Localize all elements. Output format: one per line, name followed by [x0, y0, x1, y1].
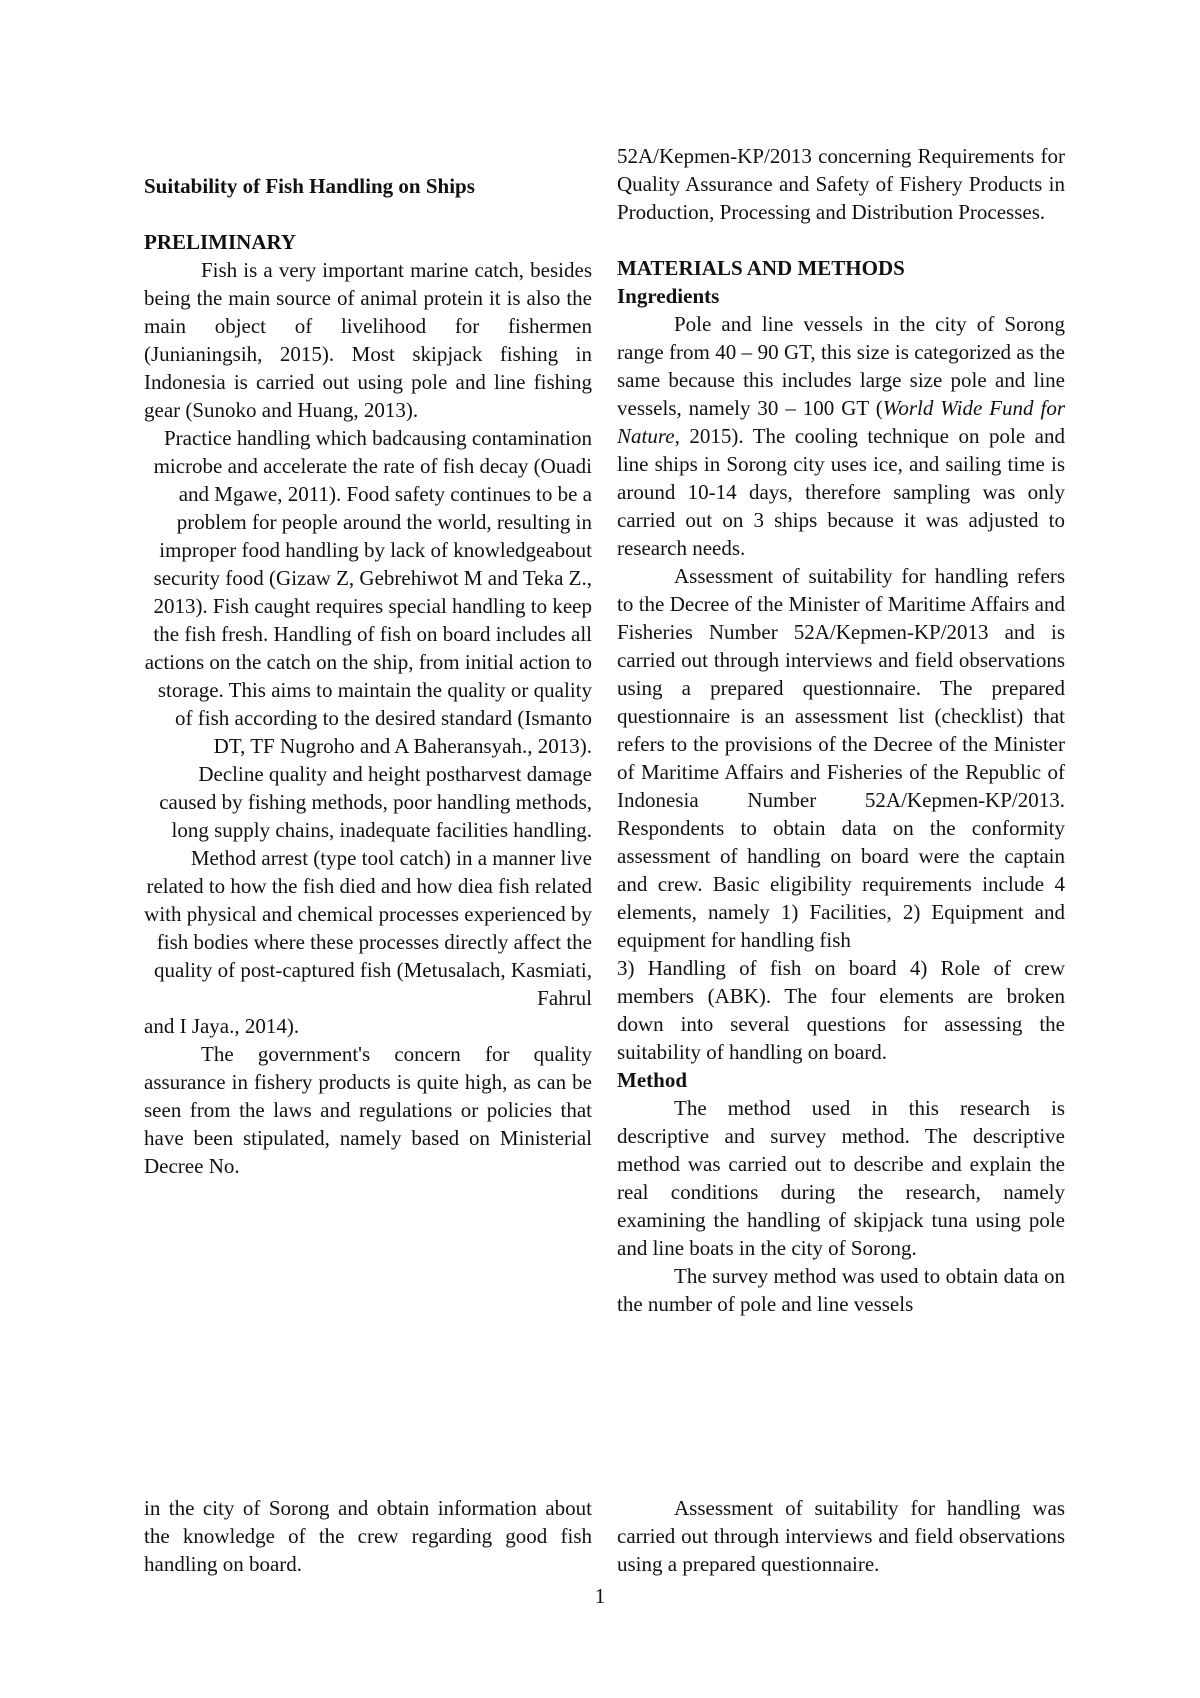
preliminary-heading: PRELIMINARY: [144, 230, 297, 254]
materials-methods-heading: MATERIALS AND METHODS: [617, 256, 905, 280]
ingredients-p1-part-b: , 2015). The cooling technique on pole and line ships in Sorong city uses ice, and sailing time is around 10-14 days, therefore sampling was only carried out on 3 ships because it was adjusted to research needs.: [617, 424, 1065, 560]
preliminary-paragraph-1: Fish is a very important marine catch, besides being the main source of animal protein it is also the main object of livelihood for fishermen (Junianingsih, 2015). Most skipjack fishing in Indonesia is carried out using pole and line fishing gear (Sunoko and Huang, 2013).: [144, 258, 592, 422]
ingredients-heading: Ingredients: [617, 284, 720, 308]
paper-title: Suitability of Fish Handling on Ships: [144, 174, 475, 198]
decree-continuation-paragraph: 52A/Kepmen-KP/2013 concerning Requirements for Quality Assurance and Safety of Fishery Products in Production, Processing and Distribution Processes.: [617, 144, 1065, 224]
right-bottom-paragraph: Assessment of suitability for handling was carried out through interviews and field observations using a prepared questionnaire.: [617, 1496, 1065, 1576]
left-column: [144, 142, 592, 1180]
ingredients-paragraph-2: Assessment of suitability for handling refers to the Decree of the Minister of Maritime Affairs and Fisheries Number 52A/Kepmen-KP/2013 and is carried out through interviews and field observations using a prepared questionnaire. The prepared questionnaire is an assessment list (checklist) that refers to the provisions of the Decree of the Minister of Maritime Affairs and Fisheries of the Republic of Indonesia Number 52A/Kepmen-KP/2013. Respondents to obtain data on the conformity assessment of handling on board were the captain and crew. Basic eligibility requirements include 4 elements, namely 1) Facilities, 2) Equipment and equipment for handling fish: [617, 564, 1065, 952]
method-paragraph-2: The survey method was used to obtain data on the number of pole and line vessels: [617, 1264, 1065, 1316]
method-heading: Method: [617, 1068, 687, 1092]
right-column: [617, 142, 1065, 1318]
preliminary-paragraph-3: The government's concern for quality assurance in fishery products is quite high, as can be seen from the laws and regulations or policies that have been stipulated, namely based on Ministerial Decree No.: [144, 1042, 592, 1178]
ingredients-paragraph-1: [617, 310, 1065, 562]
left-bottom-paragraph: in the city of Sorong and obtain information about the knowledge of the crew regarding good fish handling on board.: [144, 1496, 592, 1576]
page-number: 1: [594, 1584, 606, 1608]
preliminary-paragraph-2-end: and I Jaya., 2014).: [144, 1014, 300, 1038]
ingredients-paragraph-2b: 3) Handling of fish on board 4) Role of crew members (ABK). The four elements are broken down into several questions for assessing the suitability of handling on board.: [617, 956, 1065, 1064]
preliminary-paragraph-2: Practice handling which badcausing contamination microbe and accelerate the rate of fish decay (Ouadi and Mgawe, 2011). Food safety continues to be a problem for people around the world, resulting in improper food handling by lack of knowledgeabout security food (Gizaw Z, Gebrehiwot M and Teka Z., 2013). Fish caught requires special handling to keep the fish fresh. Handling of fish on board includes all actions on the catch on the ship, from initial action to storage. This aims to maintain the quality or quality of fish according to the desired standard (Ismanto DT, TF Nugroho and A Baheransyah., 2013). Decline quality and height postharvest damage caused by fishing methods, poor handling methods, long supply chains, inadequate facilities handling. Method arrest (type tool catch) in a manner live related to how the fish died and how diea fish related with physical and chemical processes experienced by fish bodies where these processes directly affect the quality of post-captured fish (Metusalach, Kasmiati, Fahrul: [144, 426, 592, 1010]
ingredients-p1-part-a: Pole and line vessels in the city of Sorong range from 40 – 90 GT, this size is categorized as the same because this includes large size pole and line vessels, namely 30 – 100 GT (: [617, 312, 1065, 420]
wwf-citation: World Wide Fund for Nature: [617, 396, 1065, 448]
method-paragraph-1: The method used in this research is descriptive and survey method. The descriptive method was carried out to describe and explain the real conditions during the research, namely examining the handling of skipjack tuna using pole and line boats in the city of Sorong.: [617, 1096, 1065, 1260]
